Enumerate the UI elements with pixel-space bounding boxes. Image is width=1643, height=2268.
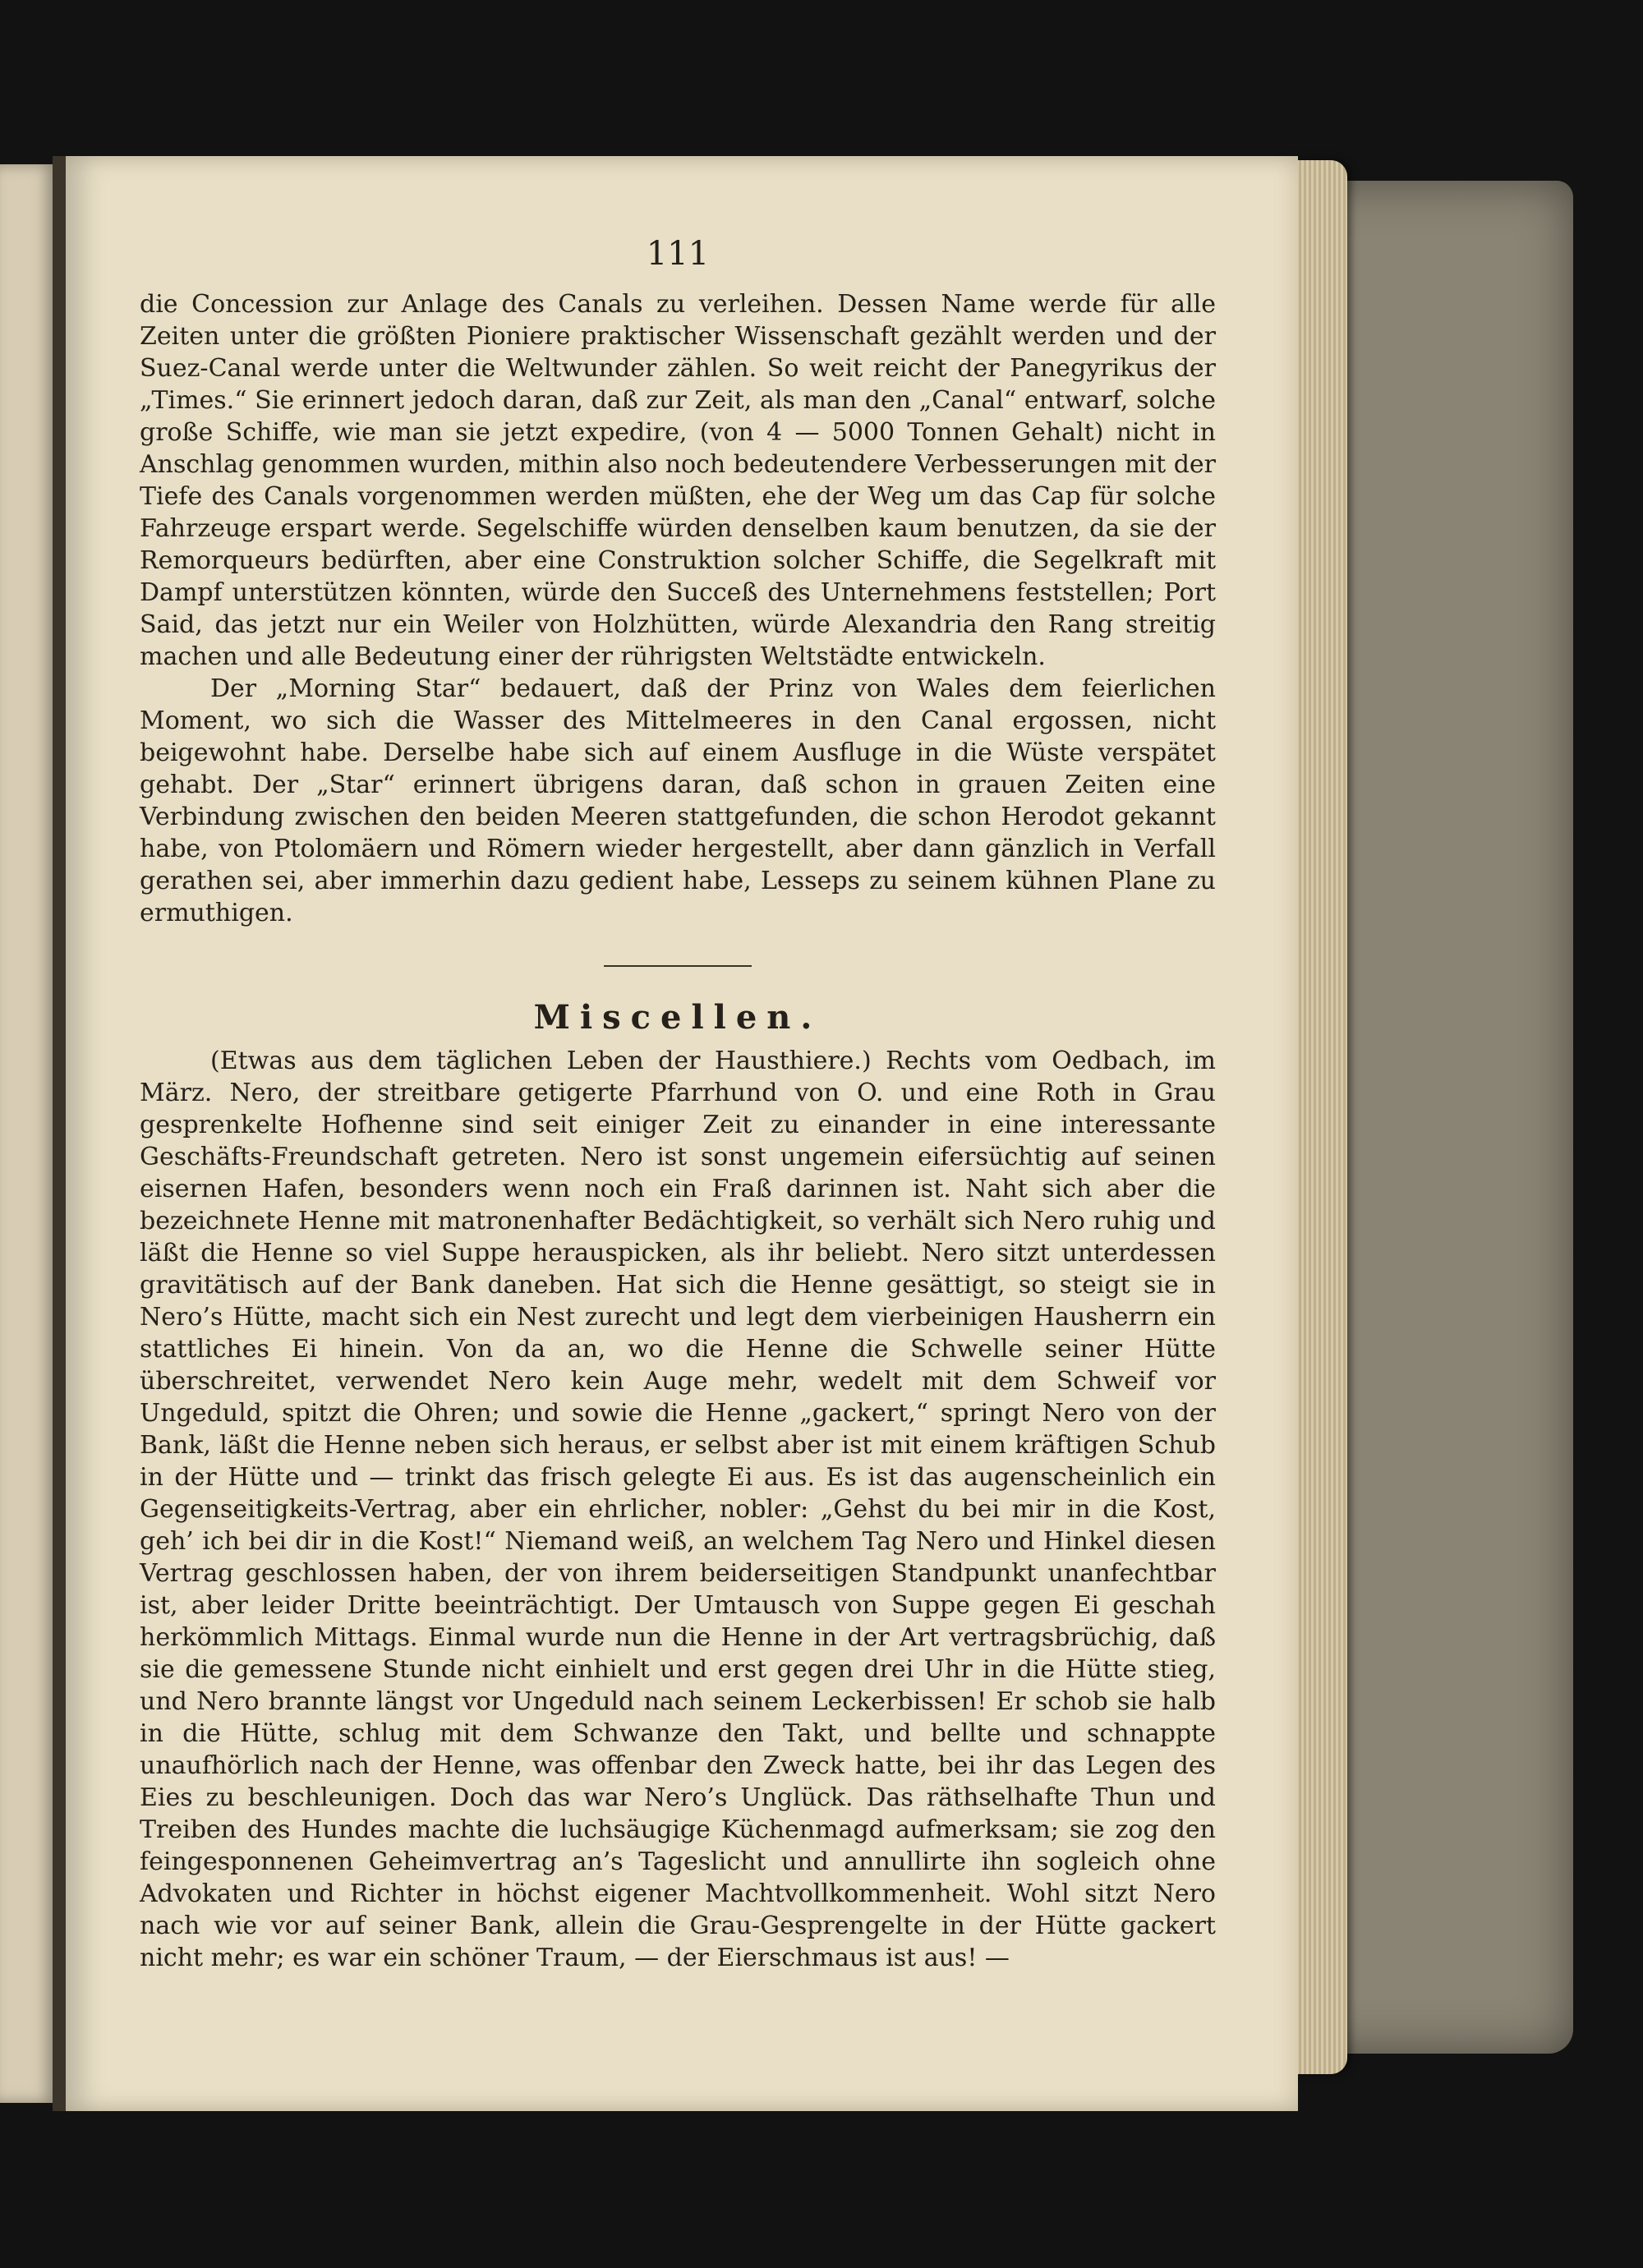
page-number: 111 (646, 235, 710, 273)
section-paragraph: (Etwas aus dem täglichen Leben der Hausthiere.) Rechts vom Oedbach, im März. Nero, der streitbare getigerte Pfarrhund von O. und eine Roth in Grau gesprenkelte Hofhenne sind seit einiger Zeit zu einander in eine interessante Geschäfts-Freundschaft getreten. Nero ist sonst ungemein eifersüchtig auf seinen eisernen Hafen, besonders wenn noch ein Fraß darinnen ist. Naht sich aber die bezeichnete Henne mit matronenhafter Bedächtigkeit, so verhält sich Nero ruhig und läßt die Henne so viel Suppe herauspicken, als ihr beliebt. Nero sitzt unterdessen gravitätisch auf der Bank daneben. Hat sich die Henne gesättigt, so steigt sie in Nero’s Hütte, macht sich ein Nest zurecht und legt dem vierbeinigen Hausherrn ein stattliches Ei hinein. Von da an, wo die Henne die Schwelle seiner Hütte überschreitet, verwendet Nero kein Auge mehr, wedelt mit dem Schweif vor Ungeduld, spitzt die Ohren; und sowie die Henne „gackert,“ springt Nero von der Bank, läßt die Henne neben sich heraus, er selbst aber ist mit einem kräftigen Schub in der Hütte und — trinkt das frisch gelegte Ei aus. Es ist das augenscheinlich ein Gegenseitigkeits-Vertrag, aber ein ehrlicher, nobler: „Gehst du bei mir in die Kost, geh’ ich bei dir in die Kost!“ Niemand weiß, an welchem Tag Nero und Hinkel diesen Vertrag geschlossen haben, der von ihrem beiderseitigen Standpunkt unanfechtbar ist, aber leider Dritte beeinträchtigt. Der Umtausch von Suppe gegen Ei geschah herkömmlich Mittags. Einmal wurde nun die Henne in der Art vertragsbrüchig, daß sie die gemessene Stunde nicht einhielt und erst gegen drei Uhr in die Hütte stieg, und Nero brannte längst vor Ungeduld nach seinem Leckerbissen! Er schob sie halb in die Hütte, schlug mit dem Schwanze den Takt, und bellte und schnappte unaufhörlich nach der Henne, was offenbar den Zweck hatte, bei ihr das Legen des Eies zu beschleunigen. Doch das war Nero’s Unglück. Das räthselhafte Thun und Treiben des Hundes machte die luchsäugige Küchenmagd aufmerksam; sie zog den feingesponnenen Geheimvertrag an’s Tageslicht und annullirte ihn sogleich ohne Advokaten und Richter in höchst eigener Machtvollkommenheit. Wohl sitzt Nero nach wie vor auf seiner Bank, allein die Grau-Gesprengelte in der Hütte gackert nicht mehr; es war ein schöner Traum, — der Eierschmaus ist aus! — (140, 1047, 1216, 1972)
section-divider (604, 965, 752, 967)
page-text (140, 235, 1216, 1974)
facing-page-edge (0, 164, 56, 2103)
section-heading: Miscellen. (533, 998, 822, 1037)
paragraph-1: die Concession zur Anlage des Canals zu verleihen. Dessen Name werde für alle Zeiten unter die größten Pioniere praktischer Wissenschaft gezählt werden und der Suez-Canal werde unter die Weltwunder zählen. So weit reicht der Panegyrikus der „Times.“ Sie erinnert jedoch daran, daß zur Zeit, als man den „Canal“ entwarf, solche große Schiffe, wie man sie jetzt expedire, (von 4 — 5000 Tonnen Gehalt) nicht in Anschlag genommen wurden, mithin also noch bedeutendere Verbesserungen mit der Tiefe des Canals vorgenommen werden müßten, ehe der Weg um das Cap für solche Fahrzeuge erspart werde. Segelschiffe würden denselben kaum benutzen, da sie der Remorqueurs bedürften, aber eine Construktion solcher Schiffe, die Segelkraft mit Dampf unterstützen könnten, würde den Succeß des Unternehmens feststellen; Port Said, das jetzt nur ein Weiler von Holzhütten, würde Alexandria den Rang streitig machen und alle Bedeutung einer der rührigsten Weltstädte entwickeln. (140, 290, 1216, 671)
paragraph-2: Der „Morning Star“ bedauert, daß der Prinz von Wales dem feierlichen Moment, wo sich die Wasser des Mittelmeeres in den Canal ergossen, nicht beigewohnt habe. Derselbe habe sich auf einem Ausfluge in die Wüste verspätet gehabt. Der „Star“ erinnert übrigens daran, daß schon in grauen Zeiten eine Verbindung zwischen den beiden Meeren stattgefunden, die schon Herodot gekannt habe, von Ptolomäern und Römern wieder hergestellt, aber dann gänzlich in Verfall gerathen sei, aber immerhin dazu gedient habe, Lesseps zu seinem kühnen Plane zu ermuthigen. (140, 674, 1216, 927)
